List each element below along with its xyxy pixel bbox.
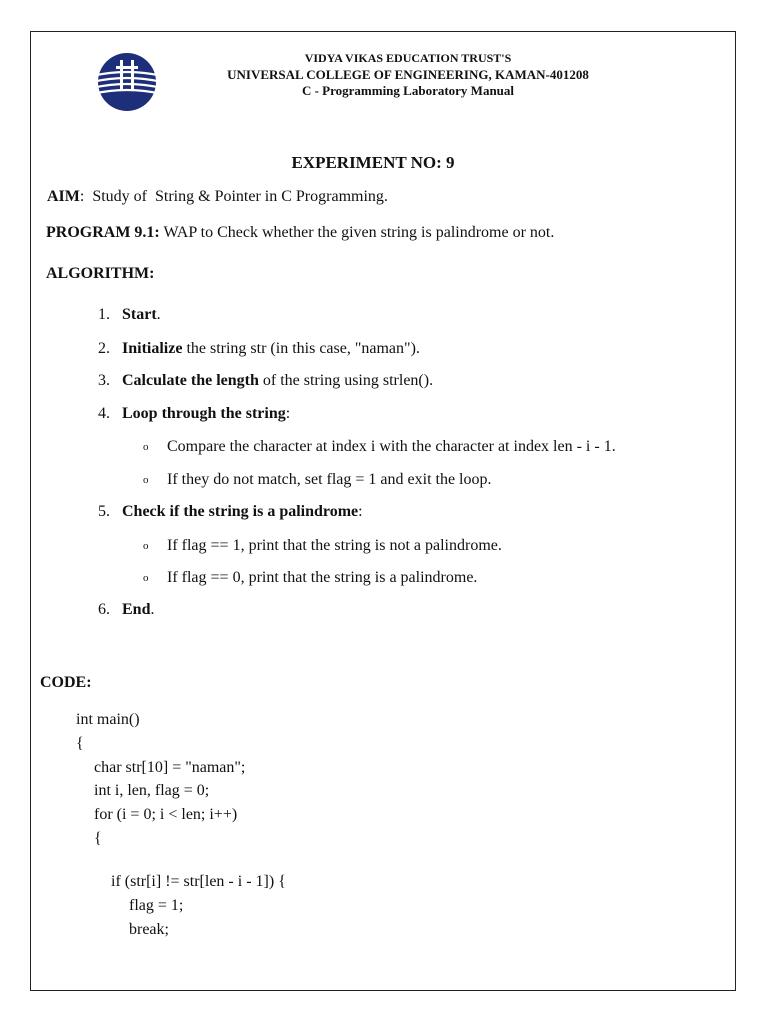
sub-step: o Compare the character at index i with the character at index len - i - 1. <box>143 438 616 455</box>
aim-line <box>47 188 388 206</box>
sub-step: o If flag == 0, print that the string is a palindrome. <box>143 569 478 586</box>
manual-title: C - Programming Laboratory Manual <box>301 83 515 98</box>
college-logo <box>90 52 164 112</box>
algorithm-step: 6. End. <box>98 601 155 618</box>
algorithm-step: 1. Start. <box>98 306 161 323</box>
code-line: flag = 1; <box>129 897 184 914</box>
algorithm-step: 3. Calculate the length of the string using strlen(). <box>98 372 434 389</box>
code-heading: CODE: <box>40 674 92 691</box>
code-line: if (str[i] != str[len - i - 1]) { <box>111 873 286 890</box>
aim-label: AIM <box>47 188 80 205</box>
code-line: int i, len, flag = 0; <box>94 782 210 799</box>
code-line: char str[10] = "naman"; <box>94 759 246 776</box>
algorithm-step: 4. Loop through the string: <box>98 405 291 422</box>
code-line: for (i = 0; i < len; i++) <box>94 806 238 823</box>
trust-name: VIDYA VIKAS EDUCATION TRUST'S <box>304 51 512 65</box>
code-line: break; <box>129 921 169 938</box>
program-line <box>46 224 554 242</box>
algorithm-step: 5. Check if the string is a palindrome: <box>98 503 363 520</box>
program-label: PROGRAM 9.1: <box>46 224 160 241</box>
experiment-title: EXPERIMENT NO: 9 <box>291 153 455 172</box>
code-line: { <box>76 735 84 752</box>
code-line: int main() <box>76 711 140 728</box>
college-name: UNIVERSAL COLLEGE OF ENGINEERING, KAMAN-401208 <box>227 67 589 82</box>
algorithm-step: 2. Initialize the string str (in this case, "naman"). <box>98 340 420 357</box>
program-text: WAP to Check whether the given string is palindrome or not. <box>159 224 555 241</box>
algorithm-heading: ALGORITHM: <box>46 265 155 282</box>
code-line: { <box>94 830 102 847</box>
sub-step: o If flag == 1, print that the string is not a palindrome. <box>143 537 502 554</box>
sub-step: o If they do not match, set flag = 1 and exit the loop. <box>143 471 492 488</box>
aim-text: : Study of String & Pointer in C Programming. <box>79 188 388 205</box>
